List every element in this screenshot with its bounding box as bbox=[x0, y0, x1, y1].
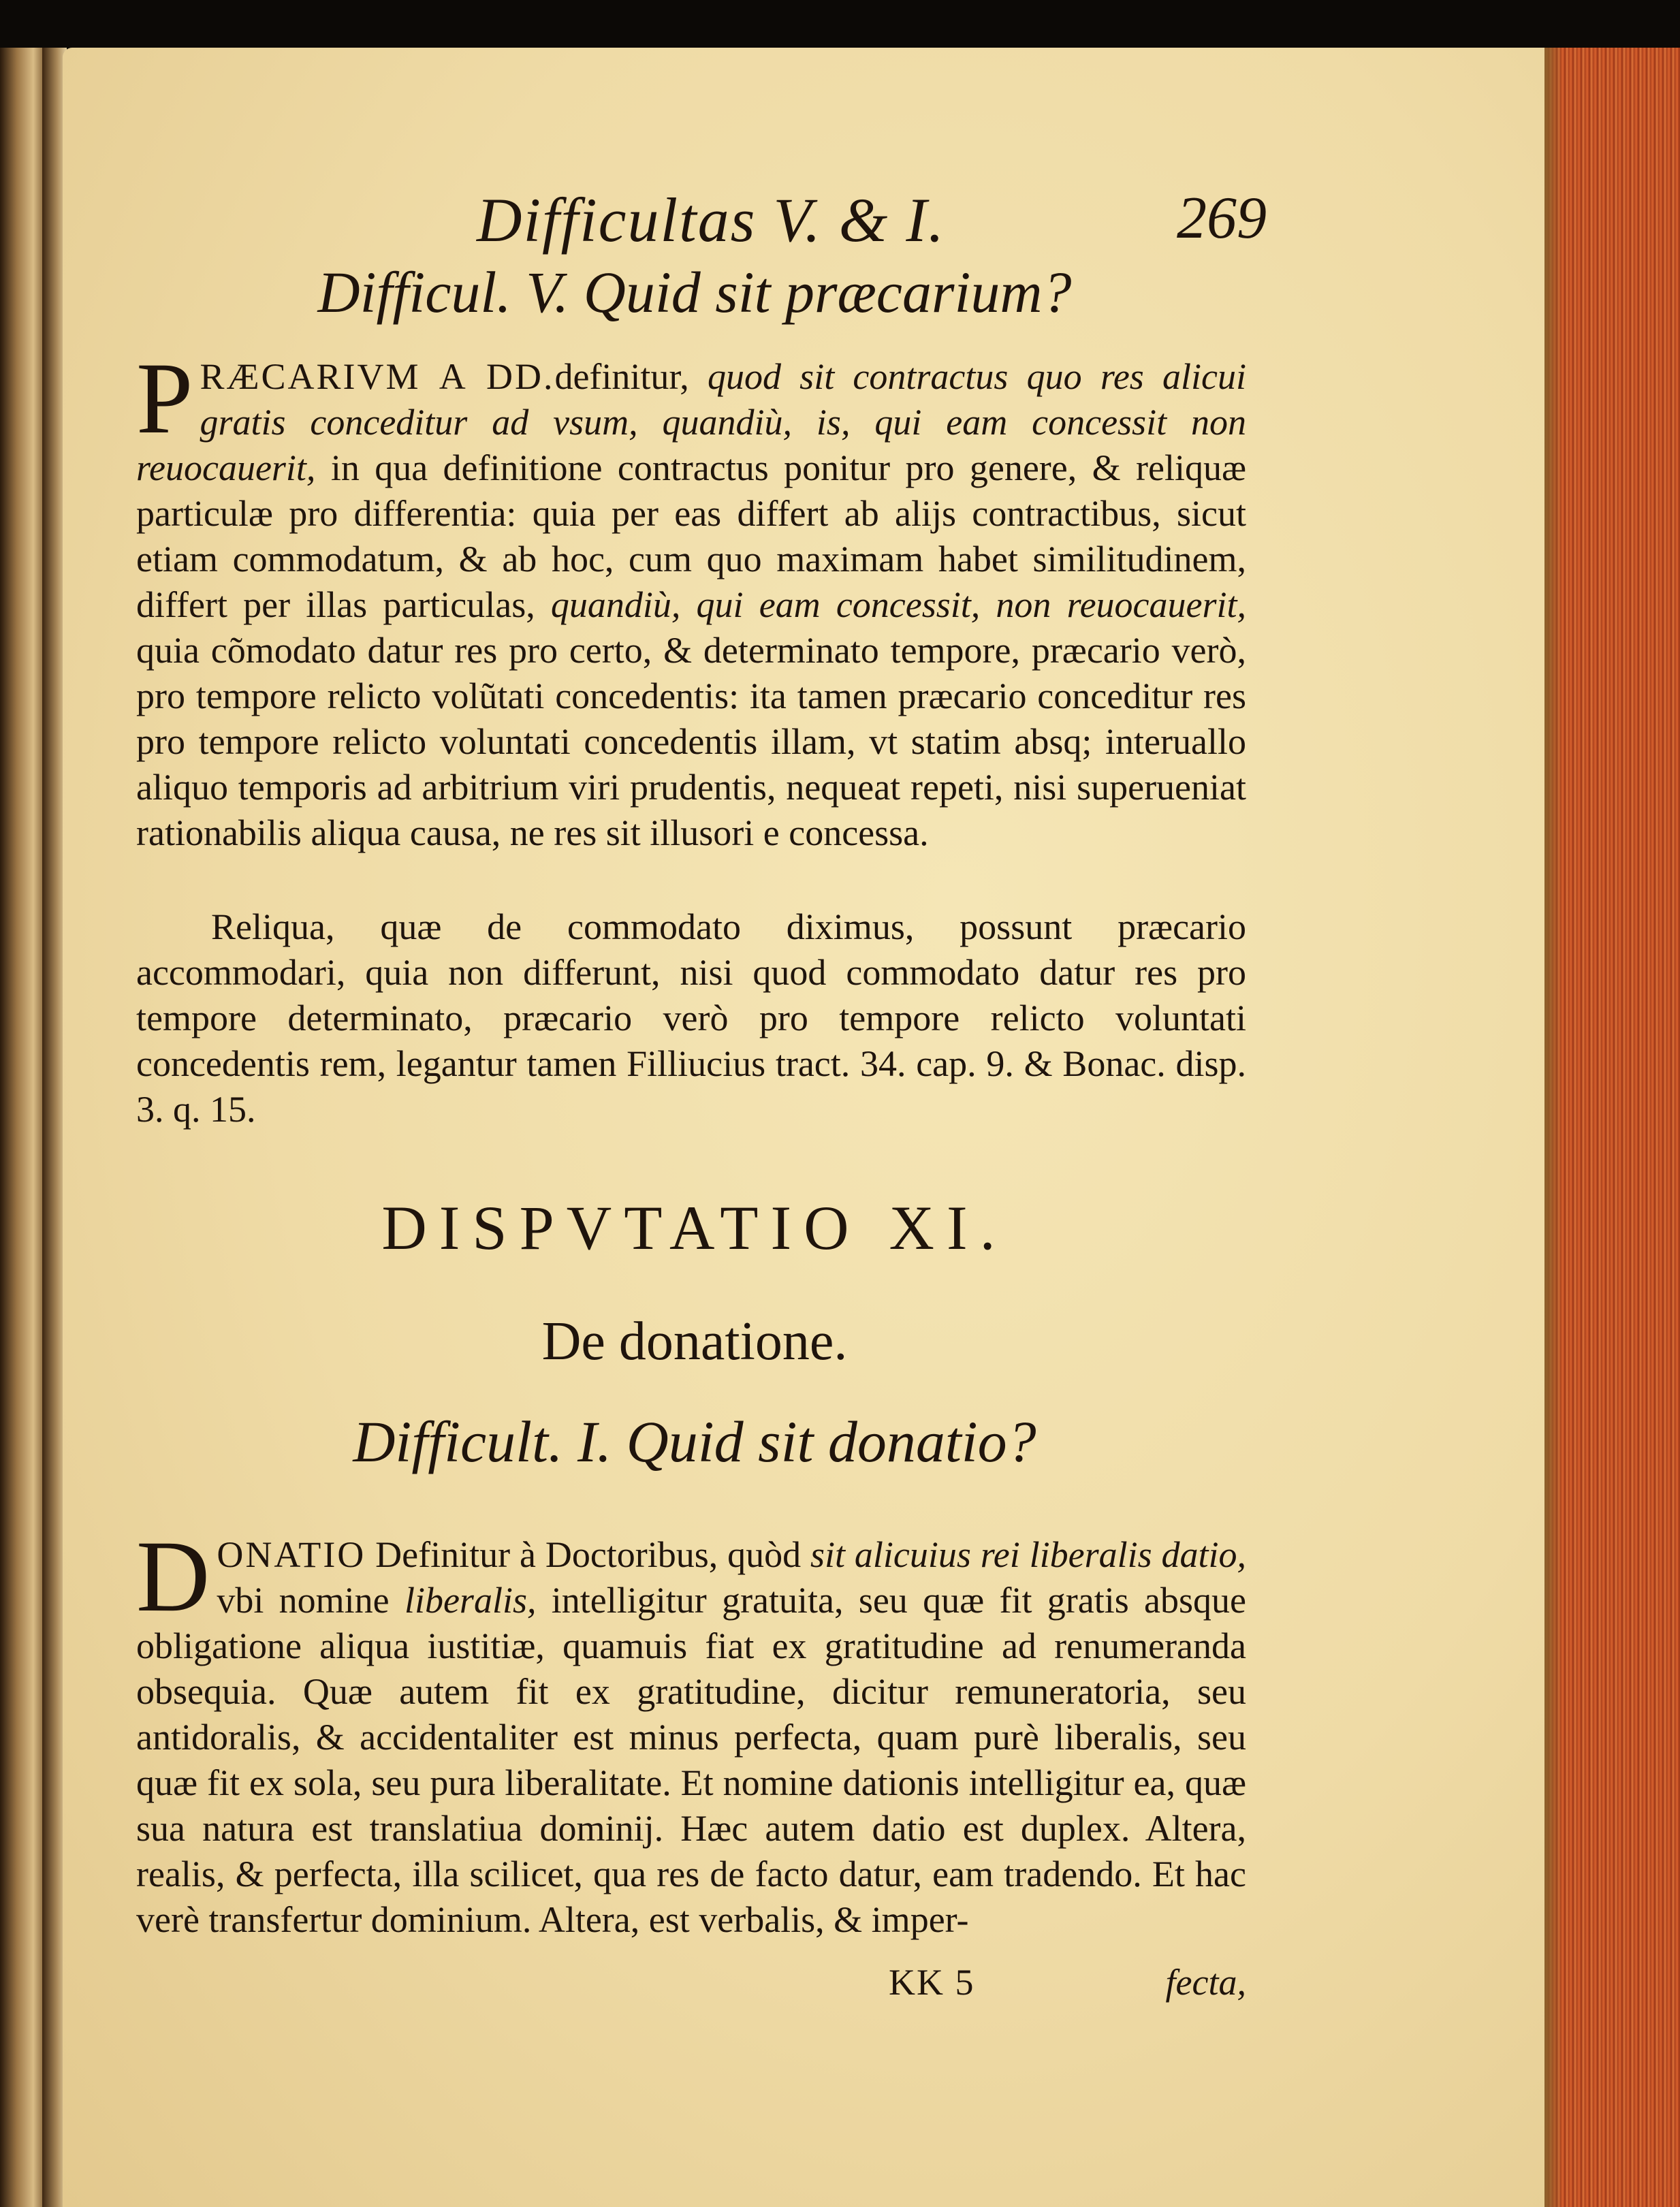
paragraph-donatio bbox=[136, 1520, 1247, 1943]
section-heading-donatio: Difficult. I. Quid sit donatio? bbox=[353, 1409, 1036, 1474]
page-edge-shadow bbox=[1544, 48, 1562, 2207]
disputatio-subtitle: De donatione. bbox=[541, 1312, 848, 1371]
drop-capital: D bbox=[136, 1520, 210, 1633]
section-heading-praecarium: Difficul. V. Quid sit præcarium? bbox=[317, 259, 1072, 325]
small-caps-opening: ONATIO bbox=[217, 1534, 366, 1575]
text-run: quia cõmodato datur res pro certo, & determinato tempore, præcario verò, pro tempore relicto volũtati concedentis: ita tamen præcario conceditur res pro tempore relicto voluntati concedentis illam, vt statim absq; interuallo aliquo temporis ad arbitrium viri prudentis, nequeat repeti, nisi superueniat rationabilis aliqua causa, ne res sit illusori e concessa. bbox=[136, 630, 1246, 853]
italic-quote: quandiù, qui eam concessit, non reuocauerit, bbox=[550, 584, 1247, 625]
text-run: Definitur à Doctoribus, quòd bbox=[366, 1534, 811, 1575]
text-run: intelligitur gratuita, seu quæ fit gratis absque obligatione aliqua iustitiæ, quamuis fiat ex gratitudine ad renumeranda obsequia. Quæ autem fit ex gratitudine, dicitur remuneratoria, seu antidoralis, & accidentaliter est minus perfecta, quam purè liberalis, seu quæ fit ex sola, seu pura liberalitate. Et nomine dationis intelligitur ea, quæ sua natura est translatiua dominij. Hæc autem datio est duplex. Altera, realis, & perfecta, illa scilicet, qua res de facto datur, eam tradendo. Et hac verè transfertur dominium. Altera, est verbalis, & imper- bbox=[136, 1580, 1246, 1940]
text-run: in qua definitione contractus ponitur pro genere, & reliquæ particulæ pro differentia: quia per eas differt ab alijs contractibus, sicut etiam commodatum, & ab hoc, cum quo maximam habet similitudinem, differt per illas particulas, bbox=[136, 447, 1246, 625]
signature-mark: KK 5 bbox=[889, 1962, 975, 2003]
disputatio-title: DISPVTATIO XI. bbox=[381, 1193, 1008, 1263]
paragraph-praecarium bbox=[136, 342, 1247, 856]
drop-capital: P bbox=[136, 342, 193, 455]
running-title: Difficultas V. & I. bbox=[477, 185, 945, 255]
page-footer bbox=[136, 1961, 1246, 2016]
small-caps-opening: RÆCARIVM A DD. bbox=[200, 356, 555, 397]
text-run: definitur, bbox=[554, 356, 708, 397]
italic-term: liberalis, bbox=[404, 1580, 537, 1621]
catchword: fecta, bbox=[1165, 1962, 1246, 2003]
italic-definition: sit alicuius rei liberalis datio, bbox=[810, 1534, 1247, 1575]
red-page-edges bbox=[1544, 48, 1680, 2207]
paragraph-reliqua: Reliqua, quæ de commodato diximus, possunt præcario accommodari, quia non differunt, nisi quod commodato datur res pro tempore determinato, præcario verò pro tempore relicto voluntati concedentis rem, legantur tamen Filliucius tract. 34. cap. 9. & Bonac. disp. 3. q. 15. bbox=[136, 906, 1246, 1130]
facing-page-edge bbox=[0, 48, 48, 2207]
text-run: vbi nomine bbox=[217, 1580, 405, 1621]
page-number: 269 bbox=[1177, 185, 1267, 251]
italic-definition: quod sit contractus quo res alicui gratis conceditur ad vsum, quandiù, is, qui eam concessit non reuocauerit, bbox=[136, 356, 1247, 488]
